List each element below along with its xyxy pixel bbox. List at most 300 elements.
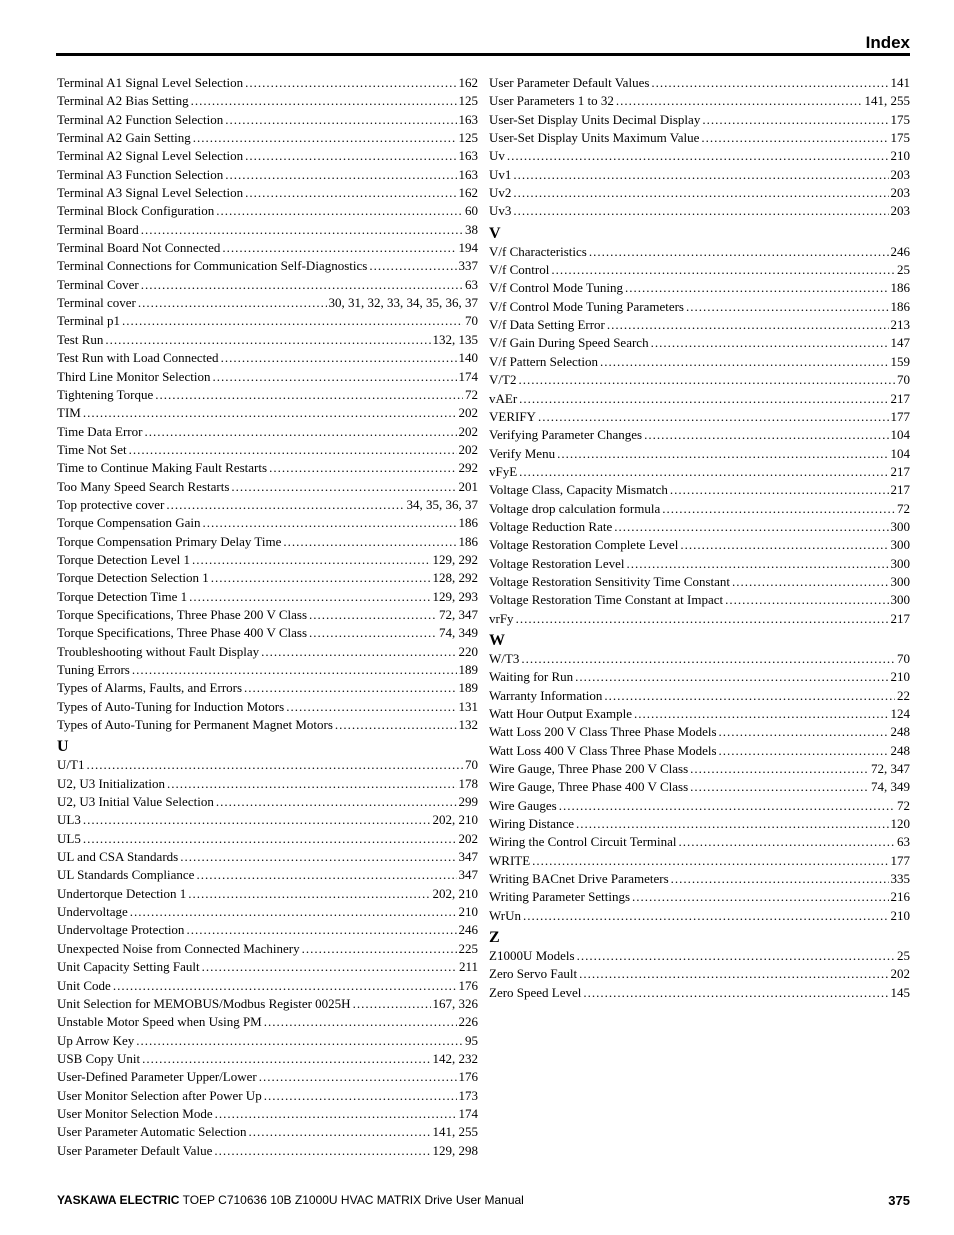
index-entry-pages: 30, 31, 32, 33, 34, 35, 36, 37	[328, 295, 478, 311]
index-entry	[57, 606, 478, 624]
index-entry	[489, 591, 910, 609]
index-entry-term: UL Standards Compliance	[57, 867, 195, 883]
index-entry-pages: 300	[890, 573, 910, 589]
index-entry	[57, 459, 478, 477]
index-entry-pages: 74, 349	[871, 779, 910, 795]
dot-leader	[211, 569, 431, 587]
index-entry-pages: 125	[458, 130, 478, 146]
index-entry	[57, 533, 478, 551]
index-entry-pages: 248	[890, 724, 910, 740]
index-entry-pages: 162	[458, 185, 478, 201]
index-entry-pages: 70	[465, 313, 478, 329]
dot-leader	[138, 294, 327, 312]
index-entry-pages: 63	[465, 276, 478, 292]
dot-leader	[521, 650, 895, 668]
index-entry-pages: 173	[458, 1087, 478, 1103]
index-entry-pages: 72	[897, 500, 910, 516]
dot-leader	[702, 111, 888, 129]
index-entry-term: vrFy	[489, 610, 514, 626]
index-entry	[57, 404, 478, 422]
index-entry-term: V/f Control Mode Tuning	[489, 280, 623, 296]
dot-leader	[519, 463, 888, 481]
dot-leader	[651, 334, 889, 352]
index-entry-term: Voltage Class, Capacity Mismatch	[489, 482, 668, 498]
index-entry	[57, 1087, 478, 1105]
dot-leader	[192, 551, 430, 569]
dot-leader	[679, 833, 895, 851]
dot-leader	[662, 500, 895, 518]
index-entry	[489, 426, 910, 444]
dot-leader	[532, 852, 888, 870]
index-entry-pages: 125	[458, 93, 478, 109]
dot-leader	[600, 353, 888, 371]
index-entry-pages: 128, 292	[432, 570, 478, 586]
index-entry-pages: 225	[458, 940, 478, 956]
dot-leader	[625, 279, 889, 297]
dot-leader	[607, 316, 889, 334]
index-entry	[489, 760, 910, 778]
index-entry-term: U/T1	[57, 757, 85, 773]
dot-leader	[83, 811, 431, 829]
index-entry-pages: 63	[897, 834, 910, 850]
index-entry	[57, 756, 478, 774]
index-entry-term: Torque Compensation Primary Delay Time	[57, 533, 282, 549]
index-entry	[489, 481, 910, 499]
index-entry	[489, 445, 910, 463]
index-entry	[489, 984, 910, 1002]
dot-leader	[557, 445, 888, 463]
index-entry	[57, 1068, 478, 1086]
dot-leader	[142, 1050, 430, 1068]
dot-leader	[513, 184, 888, 202]
index-entry	[489, 888, 910, 906]
index-entry	[57, 811, 478, 829]
index-entry	[57, 349, 478, 367]
dot-leader	[129, 441, 457, 459]
dot-leader	[130, 903, 457, 921]
dot-leader	[214, 1142, 430, 1160]
index-entry-pages: 210	[890, 148, 910, 164]
dot-leader	[191, 92, 457, 110]
dot-leader	[309, 606, 437, 624]
index-entry-term: Uv	[489, 148, 505, 164]
index-entry	[57, 1123, 478, 1141]
dot-leader	[309, 624, 437, 642]
index-entry-pages: 210	[458, 904, 478, 920]
index-entry-term: Wiring the Control Circuit Terminal	[489, 834, 677, 850]
index-entry-term: Watt Loss 200 V Class Three Phase Models	[489, 724, 717, 740]
index-entry-term: Watt Loss 400 V Class Three Phase Models	[489, 742, 717, 758]
dot-leader	[225, 166, 456, 184]
index-entry	[489, 947, 910, 965]
dot-leader	[222, 239, 456, 257]
index-entry	[57, 111, 478, 129]
index-entry-term: Z1000U Models	[489, 948, 575, 964]
index-entry	[57, 866, 478, 884]
index-entry-term: Uv2	[489, 185, 512, 201]
index-entry-term: Troubleshooting without Fault Display	[57, 643, 260, 659]
dot-leader	[686, 298, 889, 316]
index-entry-pages: 60	[465, 203, 478, 219]
index-entry-pages: 163	[458, 148, 478, 164]
index-entry-term: Unit Capacity Setting Fault	[57, 959, 200, 975]
dot-leader	[221, 349, 457, 367]
dot-leader	[719, 742, 889, 760]
index-entry-pages: 174	[458, 368, 478, 384]
index-entry	[489, 815, 910, 833]
dot-leader	[113, 977, 457, 995]
index-entry-pages: 145	[890, 984, 910, 1000]
index-entry	[489, 74, 910, 92]
index-entry-pages: 189	[458, 662, 478, 677]
index-entry-pages: 217	[890, 482, 910, 498]
index-entry	[57, 698, 478, 716]
index-entry	[489, 852, 910, 870]
index-entry	[57, 716, 478, 734]
index-entry-term: V/f Pattern Selection	[489, 353, 599, 369]
index-entry	[489, 778, 910, 796]
index-entry	[489, 463, 910, 481]
index-entry	[57, 331, 478, 349]
dot-leader	[83, 830, 457, 848]
index-entry-pages: 141	[890, 75, 910, 90]
index-entry	[57, 74, 478, 92]
index-entry-term: Zero Servo Fault	[489, 966, 578, 982]
index-entry-term: Verify Menu	[489, 445, 556, 461]
index-entry-pages: 95	[465, 1032, 478, 1048]
index-entry-term: Writing Parameter Settings	[489, 889, 631, 905]
index-entry	[57, 977, 478, 995]
index-entry-pages: 177	[890, 852, 910, 868]
dot-leader	[701, 129, 888, 147]
index-entry	[489, 390, 910, 408]
dot-leader	[264, 1013, 457, 1031]
index-entry-term: Terminal Board Not Connected	[57, 240, 221, 256]
dot-leader	[261, 643, 456, 661]
section-letter: V	[489, 224, 501, 242]
dot-leader	[732, 573, 889, 591]
index-entry-term: TIM	[57, 405, 81, 421]
dot-leader	[369, 257, 456, 275]
dot-leader	[122, 312, 463, 330]
index-entry-pages: 186	[458, 533, 478, 549]
index-entry	[489, 536, 910, 554]
footer-doc-title: TOEP C710636 10B Z1000U HVAC MATRIX Drive User Manual	[182, 1193, 524, 1207]
index-entry-pages: 34, 35, 36, 37	[406, 496, 478, 512]
index-entry-term: Terminal A3 Function Selection	[57, 166, 224, 182]
index-entry-pages: 203	[890, 203, 910, 219]
index-entry-pages: 159	[890, 353, 910, 369]
index-entry-pages: 210	[890, 669, 910, 685]
index-entry-term: Voltage Reduction Rate	[489, 518, 613, 534]
index-entry-term: Torque Detection Time 1	[57, 588, 188, 604]
index-entry	[57, 276, 478, 294]
dot-leader	[244, 679, 456, 697]
dot-leader	[136, 1032, 463, 1050]
index-entry-term: Terminal A2 Gain Setting	[57, 130, 191, 146]
index-entry-pages: 202	[458, 423, 478, 439]
index-entry-term: U2, U3 Initial Value Selection	[57, 794, 214, 810]
index-entry-pages: 300	[890, 518, 910, 534]
index-entry-pages: 213	[890, 317, 910, 333]
dot-leader	[518, 371, 895, 389]
index-entry-term: Undertorque Detection 1	[57, 885, 187, 901]
index-entry	[489, 555, 910, 573]
index-entry-pages: 300	[890, 537, 910, 553]
dot-leader	[690, 760, 869, 778]
index-entry-pages: 142, 232	[432, 1050, 478, 1066]
dot-leader	[670, 481, 889, 499]
index-entry	[489, 353, 910, 371]
index-entry-pages: 72, 347	[439, 606, 478, 622]
index-entry-pages: 70	[897, 372, 910, 388]
index-entry	[489, 408, 910, 426]
index-entry-term: Unstable Motor Speed when Using PM	[57, 1014, 262, 1030]
index-entry-pages: 72	[897, 797, 910, 813]
index-entry-term: Terminal p1	[57, 313, 120, 329]
index-entry	[57, 441, 478, 459]
dot-leader	[166, 496, 404, 514]
dot-leader	[231, 478, 456, 496]
dot-leader	[189, 588, 430, 606]
index-entry-term: Top protective cover	[57, 496, 165, 512]
index-entry-pages: 347	[458, 867, 478, 883]
index-entry-term: Types of Alarms, Faults, and Errors	[57, 680, 243, 696]
index-entry-term: Test Run with Load Connected	[57, 350, 219, 366]
index-entry-pages: 72	[465, 386, 478, 402]
index-entry-pages: 25	[897, 948, 910, 964]
dot-leader	[671, 870, 889, 888]
index-entry-term: User Monitor Selection after Power Up	[57, 1087, 262, 1103]
dot-leader	[180, 848, 456, 866]
index-entry	[489, 833, 910, 851]
dot-leader	[144, 423, 456, 441]
index-entry-term: V/f Data Setting Error	[489, 317, 605, 333]
index-entry-pages: 175	[890, 111, 910, 127]
dot-leader	[577, 947, 895, 965]
index-entry-term: Voltage Restoration Level	[489, 555, 625, 571]
dot-leader	[212, 368, 456, 386]
dot-leader	[551, 261, 895, 279]
index-entry	[57, 129, 478, 147]
dot-leader	[286, 698, 456, 716]
index-entry	[57, 885, 478, 903]
index-entry-term: Terminal Connections for Communication Self-Diagnostics	[57, 258, 368, 274]
dot-leader	[634, 705, 888, 723]
index-entry	[57, 1013, 478, 1031]
index-entry	[489, 500, 910, 518]
index-entry-pages: 162	[458, 75, 478, 90]
index-entry-pages: 202, 210	[432, 885, 478, 901]
index-entry-term: Unexpected Noise from Connected Machinery	[57, 940, 300, 956]
index-entry-term: vFyE	[489, 463, 518, 479]
dot-leader	[604, 687, 895, 705]
index-entry-pages: 246	[890, 243, 910, 259]
index-entry	[489, 965, 910, 983]
index-entry-term: Wire Gauge, Three Phase 400 V Class	[489, 779, 689, 795]
index-entry	[57, 202, 478, 220]
index-entry-pages: 202	[458, 830, 478, 846]
dot-leader	[513, 202, 888, 220]
index-entry-term: Types of Auto-Tuning for Permanent Magnet Motors	[57, 717, 333, 733]
index-entry-term: Terminal A3 Signal Level Selection	[57, 185, 244, 201]
index-entry	[57, 221, 478, 239]
index-entry	[57, 1050, 478, 1068]
index-entry-term: Warranty Information	[489, 687, 603, 703]
dot-leader	[627, 555, 889, 573]
index-entry	[57, 903, 478, 921]
index-entry-term: UL5	[57, 830, 81, 846]
dot-leader	[155, 386, 463, 404]
index-entry-term: V/f Characteristics	[489, 243, 587, 259]
index-entry	[57, 496, 478, 514]
index-entry	[489, 129, 910, 147]
index-entry-pages: 300	[890, 592, 910, 608]
section-letter: U	[57, 738, 69, 756]
index-entry-term: UL and CSA Standards	[57, 849, 179, 865]
index-entry-pages: 131	[458, 698, 478, 714]
index-entry	[57, 551, 478, 569]
index-entry-pages: 186	[458, 515, 478, 531]
index-entry	[489, 650, 910, 668]
footer-document-info	[57, 1193, 524, 1207]
index-entry-term: User Parameters 1 to 32	[489, 93, 614, 109]
index-entry-term: Voltage Restoration Complete Level	[489, 537, 679, 553]
index-entry-term: Time to Continue Making Fault Restarts	[57, 460, 268, 476]
footer-page-number: 375	[888, 1193, 910, 1208]
index-entry-pages: 38	[465, 221, 478, 237]
index-entry-pages: 217	[890, 463, 910, 479]
index-entry	[489, 111, 910, 129]
index-entry-pages: 335	[890, 871, 910, 887]
dot-leader	[264, 1087, 457, 1105]
index-entry	[57, 423, 478, 441]
index-entry-pages: 132	[458, 717, 478, 733]
dot-leader	[632, 888, 888, 906]
index-entry	[489, 92, 910, 110]
index-entry-pages: 194	[458, 240, 478, 256]
index-entry	[57, 940, 478, 958]
index-entry-pages: 22	[897, 687, 910, 703]
dot-leader	[335, 716, 457, 734]
index-entry-term: Torque Specifications, Three Phase 200 V Class	[57, 606, 308, 622]
index-entry-pages: 203	[890, 166, 910, 182]
dot-leader	[259, 1068, 457, 1086]
index-entry-term: Wiring Distance	[489, 816, 575, 832]
index-entry-pages: 201	[458, 478, 478, 494]
index-entry	[489, 316, 910, 334]
dot-leader	[516, 610, 889, 628]
index-entry-pages: 175	[890, 130, 910, 146]
index-entry-term: User Monitor Selection Mode	[57, 1105, 213, 1121]
index-entry	[57, 239, 478, 257]
dot-leader	[245, 74, 456, 92]
index-entry-term: USB Copy Unit	[57, 1050, 141, 1066]
index-entry-term: User Parameter Automatic Selection	[57, 1124, 247, 1140]
index-entry-term: Wire Gauges	[489, 797, 557, 813]
index-entry	[489, 202, 910, 220]
index-entry-pages: 124	[890, 706, 910, 721]
index-entry-term: User-Set Display Units Decimal Display	[489, 111, 701, 127]
index-entry-pages: 216	[890, 889, 910, 905]
dot-leader	[167, 775, 457, 793]
index-entry	[489, 147, 910, 165]
index-entry	[489, 184, 910, 202]
index-entry-term: Undervoltage	[57, 904, 128, 920]
index-entry	[57, 679, 478, 697]
index-entry-term: WrUn	[489, 907, 521, 923]
index-entry	[57, 624, 478, 642]
index-entry-pages: 300	[890, 555, 910, 571]
index-entry-pages: 140	[458, 350, 478, 366]
index-entry-pages: 129, 298	[432, 1142, 478, 1158]
index-entry-term: Zero Speed Level	[489, 984, 582, 1000]
index-entry-term: Time Not Set	[57, 441, 127, 457]
index-entry	[489, 261, 910, 279]
index-entry	[57, 775, 478, 793]
index-entry-term: Torque Detection Level 1	[57, 551, 191, 567]
section-letter: W	[489, 631, 505, 649]
index-entry	[57, 643, 478, 661]
dot-leader	[559, 797, 895, 815]
index-entry-pages: 337	[458, 258, 478, 274]
index-entry	[57, 995, 478, 1013]
index-entry	[57, 368, 478, 386]
index-entry-term: Unit Selection for MEMOBUS/Modbus Register 0025H	[57, 995, 351, 1011]
dot-leader	[216, 202, 463, 220]
index-entry-pages: 186	[890, 298, 910, 314]
index-entry-term: Terminal A1 Signal Level Selection	[57, 75, 244, 90]
index-entry-pages: 202, 210	[432, 812, 478, 828]
index-entry-term: Uv3	[489, 203, 512, 219]
dot-leader	[186, 921, 456, 939]
index-entry-pages: 202	[890, 966, 910, 982]
dot-leader	[216, 793, 457, 811]
index-entry	[57, 958, 478, 976]
index-entry	[489, 573, 910, 591]
header-rule	[56, 53, 910, 56]
index-entry	[489, 797, 910, 815]
index-entry	[57, 257, 478, 275]
index-entry-pages: 147	[890, 335, 910, 351]
index-entry-term: Terminal A2 Bias Setting	[57, 93, 189, 109]
index-entry-term: Time Data Error	[57, 423, 143, 439]
index-entry-term: Unit Code	[57, 977, 111, 993]
index-entry-pages: 176	[458, 977, 478, 993]
index-entry-term: User-Defined Parameter Upper/Lower	[57, 1069, 257, 1085]
index-entry	[489, 518, 910, 536]
index-entry-pages: 178	[458, 775, 478, 791]
dot-leader	[651, 74, 888, 92]
dot-leader	[680, 536, 888, 554]
index-entry-term: Watt Hour Output Example	[489, 706, 633, 721]
dot-leader	[513, 166, 888, 184]
index-column-right	[489, 74, 910, 1002]
dot-leader	[83, 404, 457, 422]
index-entry-term: V/T2	[489, 372, 517, 388]
index-entry-term: Torque Detection Selection 1	[57, 570, 209, 586]
index-entry-pages: 174	[458, 1105, 478, 1121]
index-entry-term: Tuning Errors	[57, 662, 130, 677]
dot-leader	[583, 984, 888, 1002]
index-entry-term: Undervoltage Protection	[57, 922, 185, 938]
dot-leader	[725, 591, 888, 609]
index-entry	[57, 569, 478, 587]
index-entry-term: Too Many Speed Search Restarts	[57, 478, 230, 494]
index-entry-term: UL3	[57, 812, 81, 828]
index-entry-term: Third Line Monitor Selection	[57, 368, 211, 384]
index-entry-term: Terminal Cover	[57, 276, 139, 292]
